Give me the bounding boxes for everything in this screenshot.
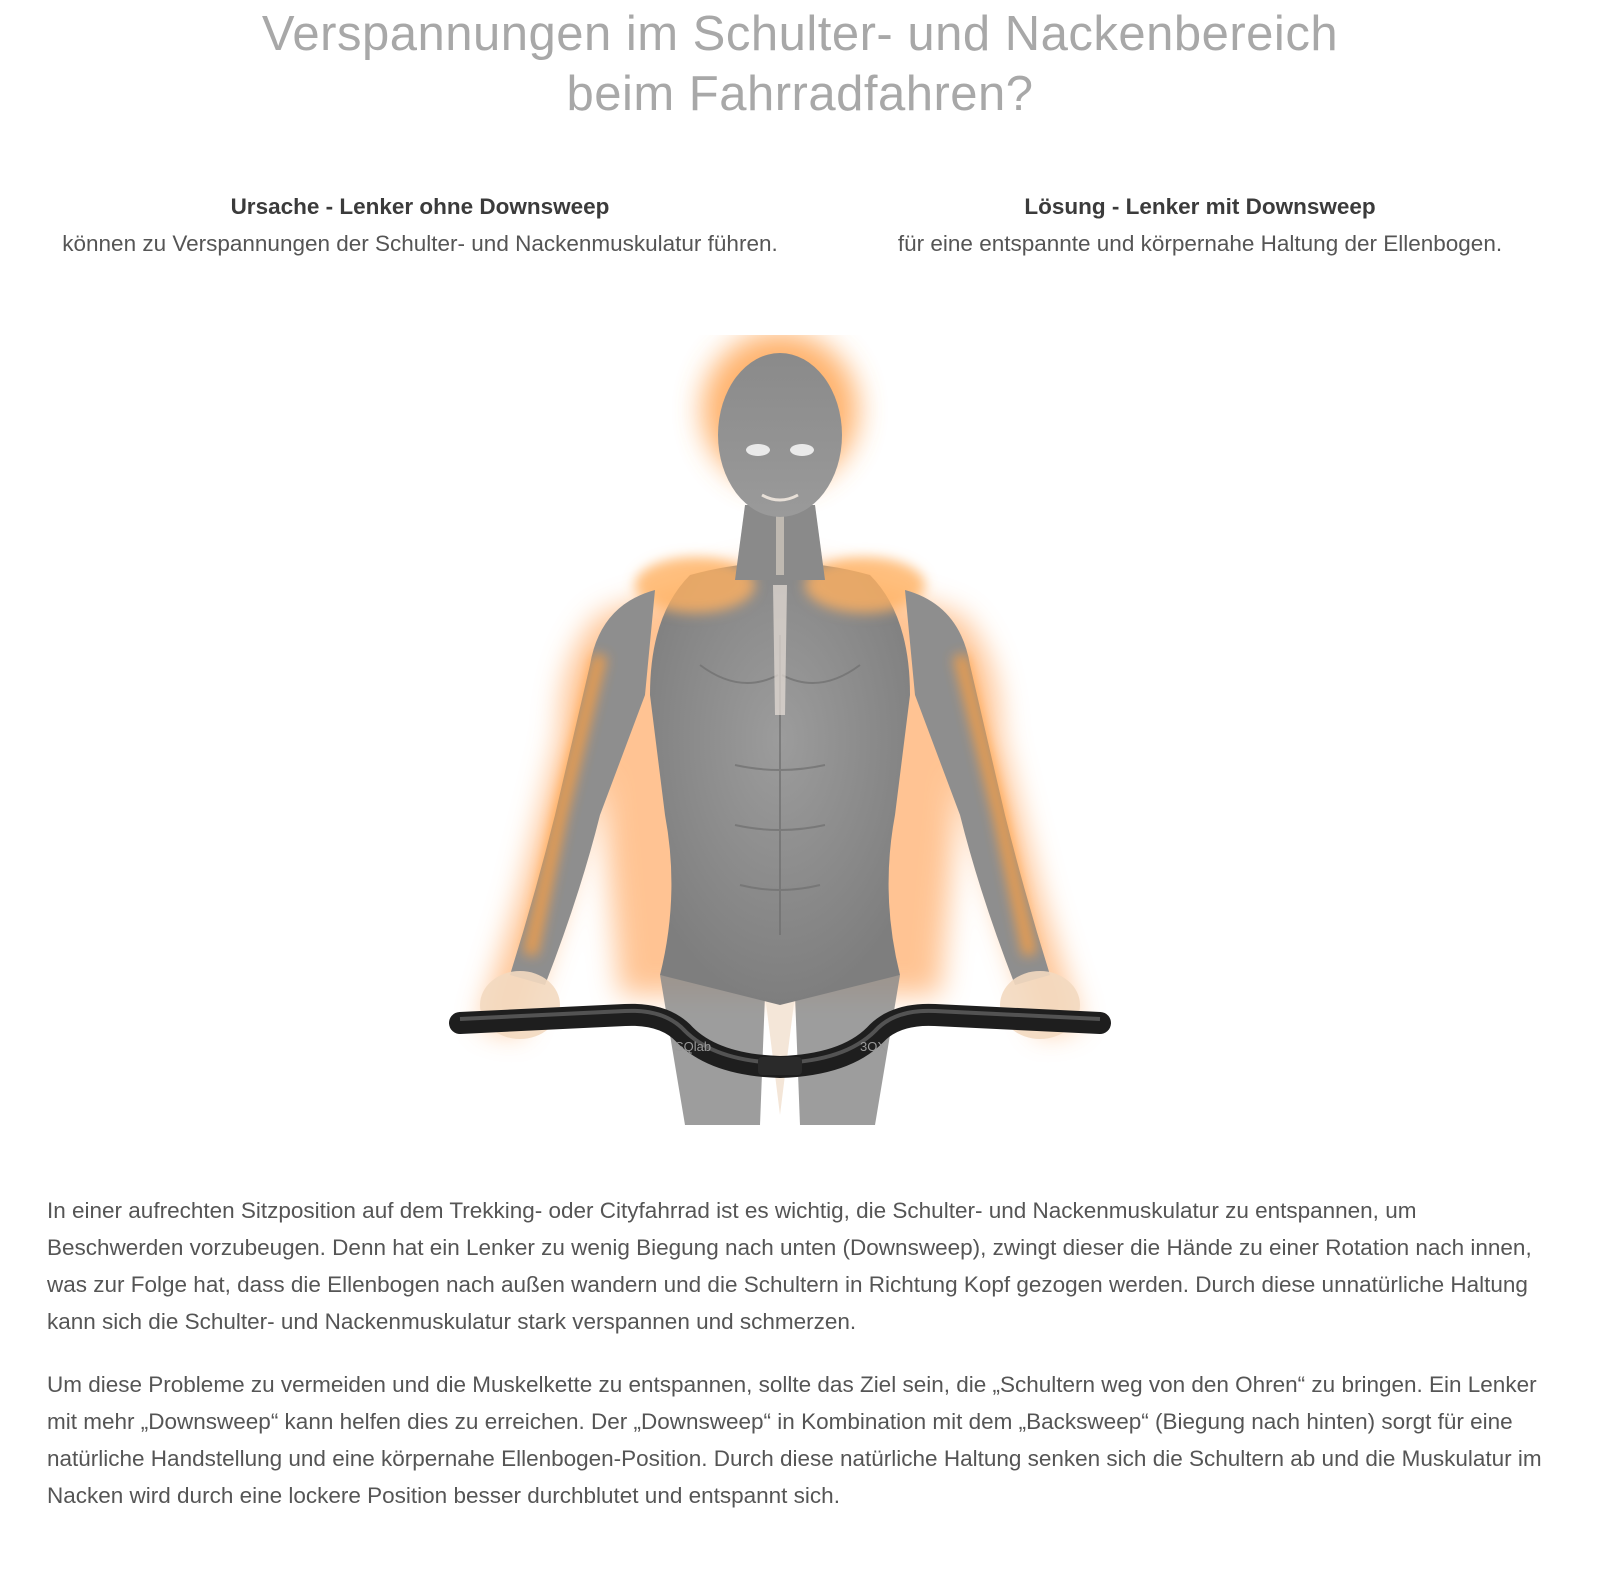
solution-heading: Lösung - Lenker mit Downsweep — [1024, 194, 1376, 219]
solution-text: für eine entspannte und körpernahe Haltung der Ellenbogen. — [897, 231, 1503, 256]
cause-text: können zu Verspannungen der Schulter- und Nackenmuskulatur führen. — [62, 231, 778, 256]
cause-column — [60, 188, 780, 262]
page-title-line-1: Verspannungen im Schulter- und Nackenbereich — [261, 7, 1339, 61]
handlebar-brand-left: SQlab — [675, 1039, 712, 1054]
paragraph-1: In einer aufrechten Sitzposition auf dem Trekking- oder Cityfahrrad ist es wichtig, die Schulter- und Nackenmuskulatur zu entspannen, um Beschwerden vorzubeugen. Denn hat ein Lenker zu wenig Biegung nach unten (Downsweep), zwingt dieser die Hände zu einer Rotation nach innen, was zur Folge hat, dass die Ellenbogen nach außen wandern und die Schultern in Richtung Kopf gezogen werden. Durch diese unnatürliche Haltung kann sich die Schulter- und Nackenmuskulatur stark verspannen und schmerzen. — [47, 1198, 1532, 1334]
article-body — [47, 1192, 1557, 1540]
paragraph-2: Um diese Probleme zu vermeiden und die Muskelkette zu entspannen, sollte das Ziel sein, die „Schultern weg von den Ohren“ zu bringen. Ein Lenker mit mehr „Downsweep“ kann helfen dies zu erreichen. Der „Downsweep“ in Kombination mit dem „Backsweep“ (Biegung nach hinten) sorgt für eine natürliche Handstellung und eine körpernahe Ellenbogen-Position. Durch diese natürliche Haltung senken sich die Schultern ab und die Muskulatur im Nacken wird durch eine lockere Position besser durchblutet und entspannt sich. — [47, 1372, 1542, 1508]
page-title-line-2: beim Fahrradfahren? — [566, 67, 1034, 121]
handlebar-brand-right: 3OX — [860, 1039, 887, 1054]
page-title — [0, 4, 1600, 124]
solution-column — [820, 188, 1580, 262]
cause-heading: Ursache - Lenker ohne Downsweep — [230, 194, 610, 219]
head — [718, 353, 842, 517]
anatomy-illustration — [440, 335, 1160, 1165]
